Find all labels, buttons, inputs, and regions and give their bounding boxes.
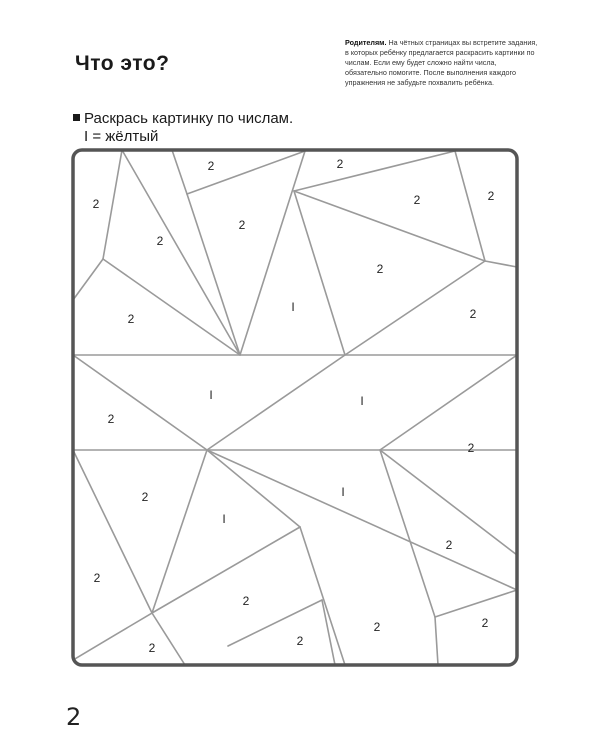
region-number: I: [360, 394, 364, 408]
region-number: 2: [336, 157, 344, 171]
region-line: [152, 450, 207, 613]
region-number: 2: [242, 594, 250, 608]
page-number: 2: [66, 703, 82, 731]
region-line: [322, 600, 335, 665]
region-number: 2: [373, 620, 381, 634]
region-number: 2: [148, 641, 156, 655]
region-line: [380, 450, 435, 617]
region-number: 2: [481, 616, 489, 630]
region-number: 2: [445, 538, 453, 552]
region-line: [294, 151, 455, 191]
region-line: [73, 355, 207, 450]
region-number: 2: [376, 262, 384, 276]
parents-note-text: На чётных страницах вы встретите задания, в которых ребёнку предлагается раскрасить картинки по числам. Если ему будет сложно найти числа, обязательно помогите. После выполнения каждого упражнения не забудьте похвалить ребёнка.: [345, 38, 538, 87]
region-number: 2: [92, 197, 100, 211]
region-number: I: [341, 485, 345, 499]
region-line: [152, 527, 300, 613]
region-number: 2: [413, 193, 421, 207]
region-number: 2: [487, 189, 495, 203]
color-legend: I = жёлтый: [84, 128, 159, 145]
region-line: [207, 450, 300, 527]
page-title: Что это?: [75, 52, 170, 75]
region-number: 2: [141, 490, 149, 504]
region-line: [435, 617, 438, 665]
region-number: 2: [296, 634, 304, 648]
region-line: [73, 259, 103, 300]
region-line: [172, 150, 187, 194]
parents-note-label: Родителям.: [345, 38, 387, 47]
region-lines: [73, 150, 517, 665]
region-line: [103, 150, 122, 259]
region-line: [187, 194, 240, 355]
region-line: [300, 527, 345, 665]
region-line: [240, 151, 305, 355]
region-line: [345, 261, 485, 355]
region-number: 2: [107, 412, 115, 426]
region-line: [73, 613, 152, 660]
region-line: [294, 191, 345, 355]
region-line: [207, 355, 345, 450]
region-number: I: [209, 388, 213, 402]
region-number-labels: [93, 157, 495, 655]
region-number: 2: [469, 307, 477, 321]
region-number: I: [291, 300, 295, 314]
region-number: 2: [156, 234, 164, 248]
region-number: 2: [127, 312, 135, 326]
region-line: [152, 613, 185, 665]
region-number: I: [222, 512, 226, 526]
region-line: [294, 191, 485, 261]
region-number: 2: [467, 441, 475, 455]
task-instruction: Раскрась картинку по числам.: [84, 110, 294, 127]
region-number: 2: [238, 218, 246, 232]
region-line: [435, 590, 517, 617]
region-line: [187, 151, 305, 194]
region-number: 2: [93, 571, 101, 585]
region-line: [73, 450, 152, 613]
region-line: [455, 151, 485, 261]
region-number: 2: [207, 159, 215, 173]
region-line: [380, 355, 517, 450]
region-line: [103, 259, 240, 355]
region-line: [485, 261, 517, 267]
